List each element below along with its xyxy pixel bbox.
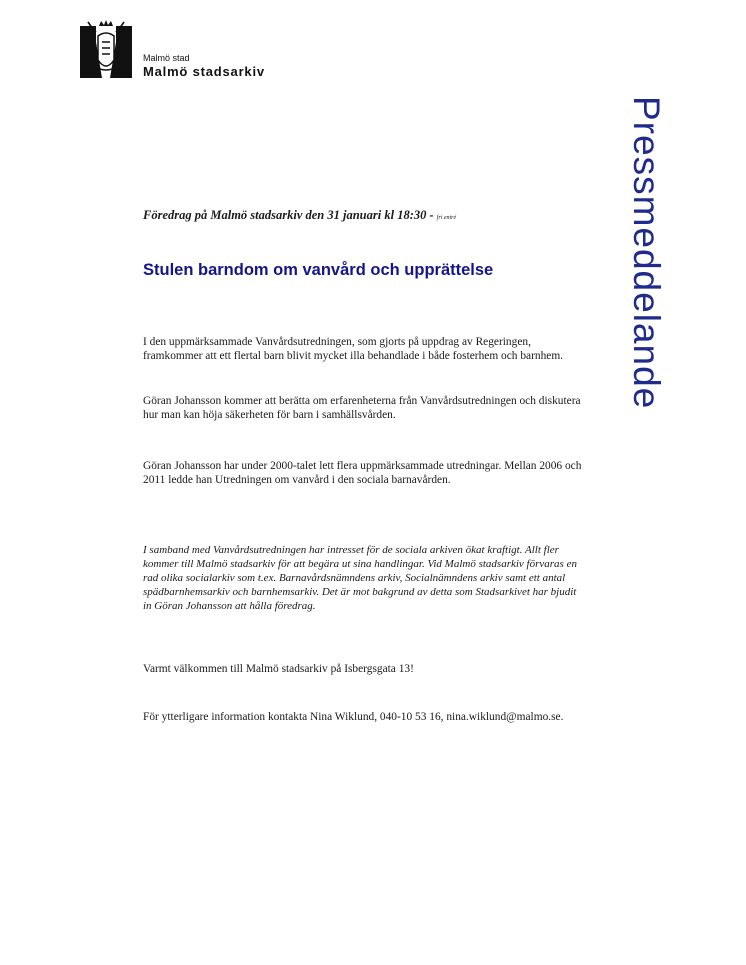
paragraph-background: Göran Johansson har under 2000-talet lett flera uppmärksammade utredningar. Mellan 2006 och 2011 ledde han Utredningen om vanvård i den sociala barnavården.	[143, 460, 582, 486]
paragraph-intro: I den uppmärksammade Vanvårdsutredningen, som gjorts på uppdrag av Regeringen, framkommer att ett flertal barn blivit mycket illa behandlade i både fosterhem och barnhem.	[143, 336, 564, 362]
paragraph-contact: För ytterligare information kontakta Nina Wiklund, 040-10 53 16, nina.wiklund@malmo.se.	[143, 711, 564, 723]
paragraph-speaker: Göran Johansson kommer att berätta om erfarenheterna från Vanvårdsutredningen och diskutera hur man kan höja säkerheten för barn i samhällsvården.	[143, 395, 581, 421]
coat-of-arms-icon	[80, 20, 132, 78]
page-title: Stulen barndom om vanvård och upprättelse	[143, 261, 494, 279]
press-release-label: Pressmeddelande	[626, 96, 667, 410]
event-subheading-text: Föredrag på Malmö stadsarkiv den 31 januari kl 18:30 -	[143, 208, 434, 222]
paragraph-archive-context: I samband med Vanvårdsutredningen har intresset för de sociala arkiven ökat kraftigt. Allt fler kommer till Malmö stadsarkiv för att begära ut sina handlingar. Vid Malmö stadsarkiv förvaras en rad olika socialarkiv som t.ex. Barnavårdsnämndens arkiv, Socialnämndens arkiv samt ett antal spädbarnhemsarkiv och barnhemsarkiv. Det är mot bakgrund av detta som Stadsarkivet har bjudit in Göran Johansson att hålla föredrag.	[143, 544, 577, 612]
paragraph-welcome: Varmt välkommen till Malmö stadsarkiv på Isbergsgata 13!	[143, 663, 414, 675]
org-name: Malmö stadsarkiv	[143, 64, 265, 79]
event-entry-note: fri entré	[436, 215, 457, 221]
event-subheading	[143, 208, 456, 223]
org-small-name: Malmö stad	[143, 53, 190, 63]
